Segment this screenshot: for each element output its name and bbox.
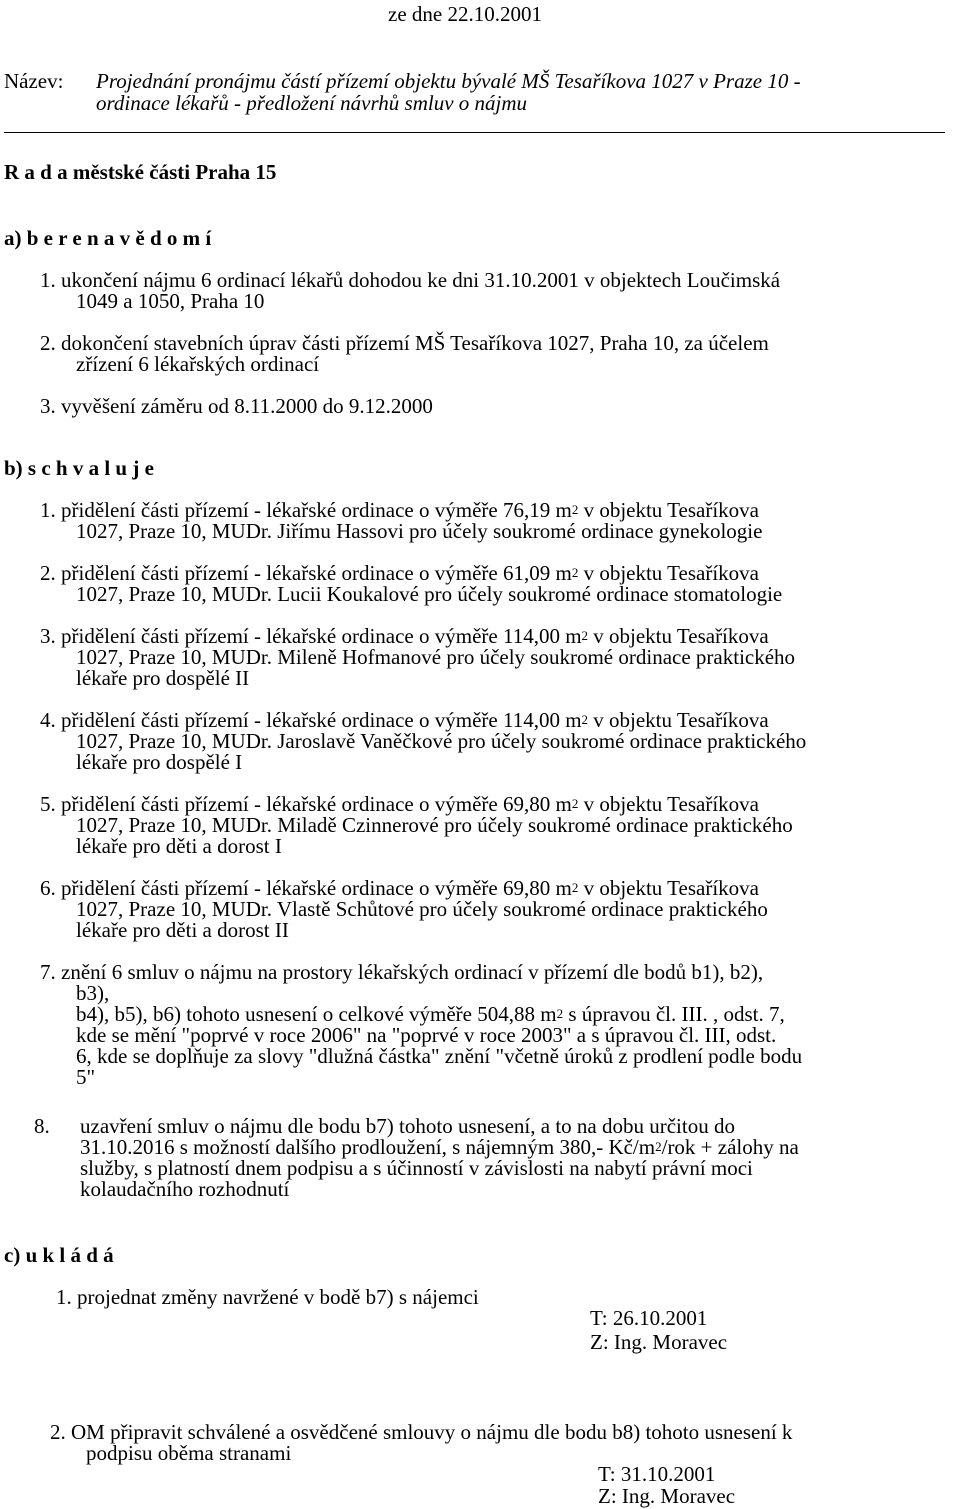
- title-label: Název:: [4, 69, 64, 93]
- section-b-heading: b) s c h v a l u j e: [4, 456, 154, 480]
- section-b-item-8-number: 8.: [34, 1114, 50, 1138]
- text: 5. přidělení části přízemí - lékařské ordinace o výměře 69,80 m: [40, 792, 572, 816]
- section-b-item-4-line-2: 1027, Praze 10, MUDr. Jaroslavě Vaněčkové pro účely soukromé ordinace praktického: [76, 729, 807, 753]
- text: /rok + zálohy na: [661, 1135, 799, 1159]
- section-b-item-6-line-1: [40, 878, 759, 899]
- section-c-item-1-term: T: 26.10.2001: [590, 1306, 708, 1330]
- section-b-item-5-line-3: lékaře pro děti a dorost I: [76, 834, 282, 858]
- text: v objektu Tesaříkova: [578, 498, 759, 522]
- section-a-item-1-line-1: 1. ukončení nájmu 6 ordinací lékařů dohodou ke dni 31.10.2001 v objektech Loučimská: [40, 268, 781, 292]
- title-line-1: Projednání pronájmu částí přízemí objektu bývalé MŠ Tesaříkova 1027 v Praze 10 -: [96, 69, 801, 93]
- section-c-item-2-term: T: 31.10.2001: [598, 1462, 716, 1486]
- section-b-item-7-line-1: 7. znění 6 smluv o nájmu na prostory lékařských ordinací v přízemí dle bodů b1), b2),: [40, 960, 764, 984]
- section-b-item-6-line-2: 1027, Praze 10, MUDr. Vlastě Schůtové pro účely soukromé ordinace praktického: [76, 897, 768, 921]
- section-b-item-1-line-1: [40, 500, 759, 521]
- superscript: 2: [571, 502, 579, 517]
- section-b-item-7-line-2: b3),: [76, 981, 110, 1005]
- section-a-item-1-line-2: 1049 a 1050, Praha 10: [76, 289, 265, 313]
- text: 31.10.2016 s možností dalšího prodloužení, s nájemným 380,- Kč/m: [80, 1135, 656, 1159]
- section-b-item-2-line-1: [40, 563, 759, 584]
- section-b-item-8-line-3: služby, s platností dnem podpisu a s účinností v závislosti na nabytí právní moci: [80, 1156, 753, 1180]
- section-b-item-4-line-3: lékaře pro dospělé I: [76, 750, 243, 774]
- superscript: 2: [571, 796, 579, 811]
- superscript: 2: [655, 1139, 662, 1154]
- section-b-item-8-line-2: [80, 1137, 799, 1158]
- section-a-item-2-line-2: zřízení 6 lékařských ordinací: [76, 352, 320, 376]
- section-c-item-1-responsible: Z: Ing. Moravec: [590, 1330, 728, 1354]
- text: v objektu Tesaříkova: [578, 561, 759, 585]
- text: 2. přidělení části přízemí - lékařské ordinace o výměře 61,09 m: [40, 561, 572, 585]
- text: 6. přidělení části přízemí - lékařské ordinace o výměře 69,80 m: [40, 876, 572, 900]
- text: 3. přidělení části přízemí - lékařské ordinace o výměře 114,00 m: [40, 624, 582, 648]
- section-a-item-3: 3. vyvěšení záměru od 8.11.2000 do 9.12.2000: [40, 394, 433, 418]
- text: 1. přidělení části přízemí - lékařské ordinace o výměře 76,19 m: [40, 498, 572, 522]
- section-b-item-3-line-2: 1027, Praze 10, MUDr. Mileně Hofmanové pro účely soukromé ordinace praktického: [76, 645, 796, 669]
- header-divider: [4, 132, 945, 133]
- superscript: 2: [571, 565, 579, 580]
- section-b-item-8-line-4: kolaudačního rozhodnutí: [80, 1177, 290, 1201]
- section-c-item-1: 1. projednat změny navržené v bodě b7) s nájemci: [56, 1285, 479, 1309]
- text: v objektu Tesaříkova: [578, 792, 759, 816]
- text: v objektu Tesaříkova: [578, 876, 759, 900]
- text: b4), b5), b6) tohoto usnesení o celkové výměře 504,88 m: [76, 1002, 557, 1026]
- section-b-item-6-line-3: lékaře pro děti a dorost II: [76, 918, 289, 942]
- text: 4. přidělení části přízemí - lékařské ordinace o výměře 114,00 m: [40, 708, 582, 732]
- section-b-item-3-line-1: [40, 626, 769, 647]
- superscript: 2: [581, 712, 589, 727]
- section-b-item-2-line-2: 1027, Praze 10, MUDr. Lucii Koukalové pro účely soukromé ordinace stomatologie: [76, 582, 783, 606]
- section-c-item-2-responsible: Z: Ing. Moravec: [598, 1484, 736, 1508]
- section-b-item-7-line-5: 6, kde se doplňuje za slovy "dlužná částka" znění "včetně úroků z prodlení podle bodu: [76, 1044, 803, 1068]
- section-a-heading: a) b e r e n a v ě d o m í: [4, 226, 212, 250]
- section-b-item-5-line-1: [40, 794, 759, 815]
- text: v objektu Tesaříkova: [588, 708, 769, 732]
- section-b-item-7-line-4: kde se mění "poprvé v roce 2006" na "poprvé v roce 2003" a s úpravou čl. III, odst.: [76, 1023, 777, 1047]
- superscript: 2: [571, 880, 579, 895]
- section-c-item-2-line-2: podpisu oběma stranami: [86, 1441, 292, 1465]
- council-heading: R a d a městské části Praha 15: [4, 160, 277, 184]
- section-b-item-7-line-6: 5": [76, 1065, 96, 1089]
- section-a-item-2-line-1: 2. dokončení stavebních úprav části přízemí MŠ Tesaříkova 1027, Praha 10, za účelem: [40, 331, 769, 355]
- section-b-item-3-line-3: lékaře pro dospělé II: [76, 666, 250, 690]
- section-b-item-8-line-1: uzavření smluv o nájmu dle bodu b7) tohoto usnesení, a to na dobu určitou do: [80, 1114, 735, 1138]
- section-b-item-4-line-1: [40, 710, 769, 731]
- text: s úpravou čl. III. , odst. 7,: [563, 1002, 785, 1026]
- section-c-heading: c) u k l á d á: [4, 1243, 114, 1267]
- section-b-item-5-line-2: 1027, Praze 10, MUDr. Miladě Czinnerové pro účely soukromé ordinace praktického: [76, 813, 793, 837]
- title-line-2: ordinace lékařů - předložení návrhů smluv o nájmu: [96, 91, 528, 115]
- section-b-item-7-line-3: [76, 1004, 785, 1025]
- superscript: 2: [581, 628, 589, 643]
- document-date: ze dne 22.10.2001: [388, 2, 542, 26]
- section-c-item-2-line-1: 2. OM připravit schválené a osvědčené smlouvy o nájmu dle bodu b8) tohoto usnesení k: [50, 1420, 793, 1444]
- section-b-item-1-line-2: 1027, Praze 10, MUDr. Jiřímu Hassovi pro účely soukromé ordinace gynekologie: [76, 519, 763, 543]
- superscript: 2: [556, 1006, 564, 1021]
- text: v objektu Tesaříkova: [588, 624, 769, 648]
